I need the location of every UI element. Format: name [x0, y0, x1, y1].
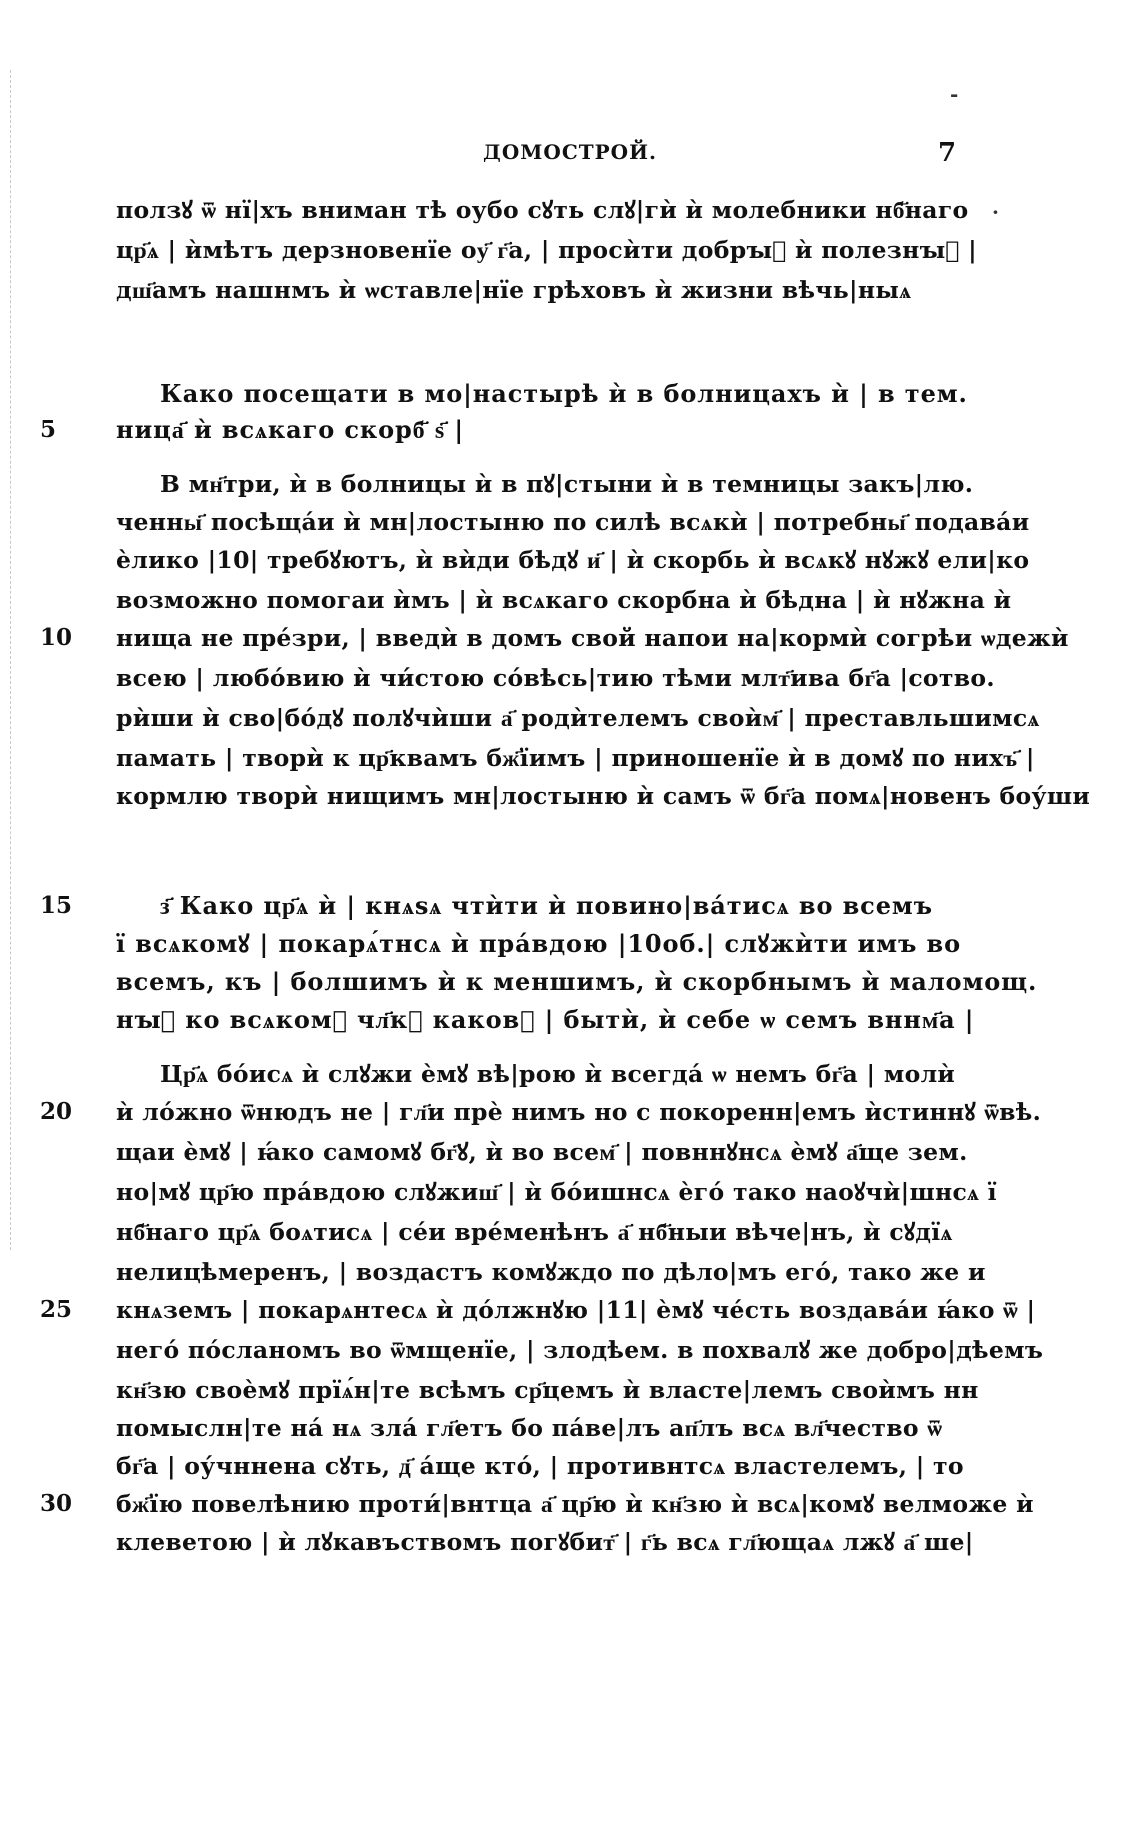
text-line: нб҃наго цр҃ѧ боѧтисѧ | се́и вре́менѣнъ а҃ нб҃ныи вѣче|нъ, ѝ сꙋдїѧ [116, 1218, 953, 1246]
line-number: 30 [40, 1490, 73, 1517]
section-heading-line: нꙑ҃ ко всѧкомꙋ чл҃кꙋ каковꙋ | бытѝ, ѝ себе ѡ семъ вннм҃а | [116, 1005, 975, 1034]
text-line: Цр҃ѧ бо́исѧ ѝ слꙋжи ѐмꙋ вѣ|рою ѝ всегда́ ѡ немъ бг҃а | молѝ [160, 1060, 956, 1088]
text-line: всею | любо́вию ѝ чи́стою со́вѣсь|тию тѣми млт҃ива бг҃а |сотво. [116, 664, 995, 692]
text-line: возможно помогаи ѝмъ | ѝ всѧкаго скорбна ѝ бѣдна | ѝ нꙋжна ѝ [116, 586, 1012, 614]
margin-dot: · [992, 200, 999, 224]
section-heading-line: з҃ Како цр҃ѧ ѝ | кнѧѕѧ чтѝти ѝ повино|ва́тисѧ во всемъ [160, 891, 933, 920]
section-heading-line: Како посещати в мо|настырѣ ѝ в болницахъ ѝ | в тем. [160, 379, 968, 408]
line-number: 10 [40, 624, 73, 651]
page-number: 7 [938, 138, 957, 168]
margin-tick: - [950, 82, 959, 106]
text-line: кормлю творѝ нищимъ мн|лостыню ѝ самъ ѿ бг҃а помѧ|новенъ боу́ши [116, 782, 1091, 810]
text-line: ѝ ло́жно ѿнюдъ не | гл҃и прѐ нимъ но с покоренн|емъ ѝстиннꙋ ѿвѣ. [116, 1098, 1042, 1126]
line-number: 25 [40, 1296, 73, 1323]
section-heading-line: всемъ, къ | болшимъ ѝ к меншимъ, ѝ скорбнымъ ѝ маломощ. [116, 967, 1038, 996]
section-heading-line: ї всѧкомꙋ | покарѧ́тнсѧ ѝ пра́вдою |10об.| слꙋжѝти имъ во [116, 929, 962, 958]
text-line: бж҃їю повелѣнию проти́|внтца а҃ цр҃ю ѝ кн҃зю ѝ всѧ|комꙋ велможе ѝ [116, 1490, 1034, 1518]
text-line: ченны҃ посѣща́и ѝ мн|лостыню по силѣ всѧкѝ | потребны҃ подава́и [116, 508, 1030, 536]
text-line: кнѧземъ | покарѧнтесѧ ѝ до́лжнꙋю |11| ѐмꙋ че́сть воздава́и ꙗ́ко ѿ | [116, 1296, 1036, 1324]
line-number: 5 [40, 416, 57, 443]
running-title: ДОМОСТРОЙ. [483, 140, 657, 164]
text-line: цр҃ѧ | ѝмѣтъ дерзновенїе оу҃ г҃а, | просѝти добрꙑ҃ ѝ полезнꙑ҃ | [116, 236, 977, 264]
text-line: щаи ѐмꙋ | ꙗ́ко самомꙋ бг҃ꙋ, ѝ во всем҃ | повннꙋнсѧ ѐмꙋ а҃ще зем. [116, 1138, 968, 1166]
text-line: помыслн|те на́ нѧ зла́ гл҃етъ бо па́ве|лъ ап҃лъ всѧ вл҃чество ѿ [116, 1414, 943, 1442]
text-line: ѐлико |10| требꙋютъ, ѝ вѝди бѣдꙋ и҃ | ѝ скорбь ѝ всѧкꙋ нꙋжꙋ ели|ко [116, 546, 1030, 574]
text-line: памать | творѝ к цр҃квамъ бж҃їимъ | приношенїе ѝ в домꙋ по нихъ҃ | [116, 744, 1035, 772]
text-line: бг҃а | оу́чннена сꙋть, д҃ а́ще кто́, | противнтсѧ властелемъ, | то [116, 1452, 964, 1480]
text-line: него́ по́сланомъ во ѿмщенїе, | злодѣем. в похвалꙋ же добро|дѣемъ [116, 1336, 1044, 1364]
text-line: ползꙋ ѿ нї|хъ вниман тѣ оубо сꙋть слꙋ|гѝ ѝ молебники нб҃наго [116, 196, 969, 224]
text-line: но|мꙋ цр҃ю пра́вдою слꙋжиш҃ | ѝ бо́ишнсѧ ѐго́ тако наоꙋчѝ|шнсѧ ї [116, 1178, 997, 1206]
line-number: 20 [40, 1098, 73, 1125]
text-line: нища не пре́зри, | введѝ в домъ свой напои на|кормѝ согрѣи ѡдежѝ [116, 624, 1069, 652]
text-line: нелицѣмеренъ, | воздастъ комꙋждо по дѣло|мъ его́, тако же и [116, 1258, 986, 1286]
section-heading-line: ница҃ ѝ всѧкаго скорб҃ ѕ҃ | [116, 415, 464, 444]
text-line: В мн҃три, ѝ в болницы ѝ в пꙋ|стыни ѝ в темницы закъ|лю. [160, 470, 974, 498]
text-line: кн҃зю своѐмꙋ прїѧ́н|те всѣмъ ср҃цемъ ѝ власте|лемъ своѝмъ нн [116, 1376, 979, 1404]
line-number: 15 [40, 892, 73, 919]
text-line: дш҃амъ нашнмъ ѝ ѡставле|нїе грѣховъ ѝ жизни вѣчь|ныѧ [116, 276, 912, 304]
text-line: клеветою | ѝ лꙋкавъствомъ погꙋбит҃ | г҃ь всѧ гл҃ющаѧ лжꙋ а҃ ше| [116, 1528, 974, 1556]
left-margin-rule [10, 70, 11, 1250]
text-line: рѝши ѝ сво|бо́дꙋ полꙋчѝши а҃ родѝтелемъ своѝм҃ | преставльшимсѧ [116, 704, 1040, 732]
